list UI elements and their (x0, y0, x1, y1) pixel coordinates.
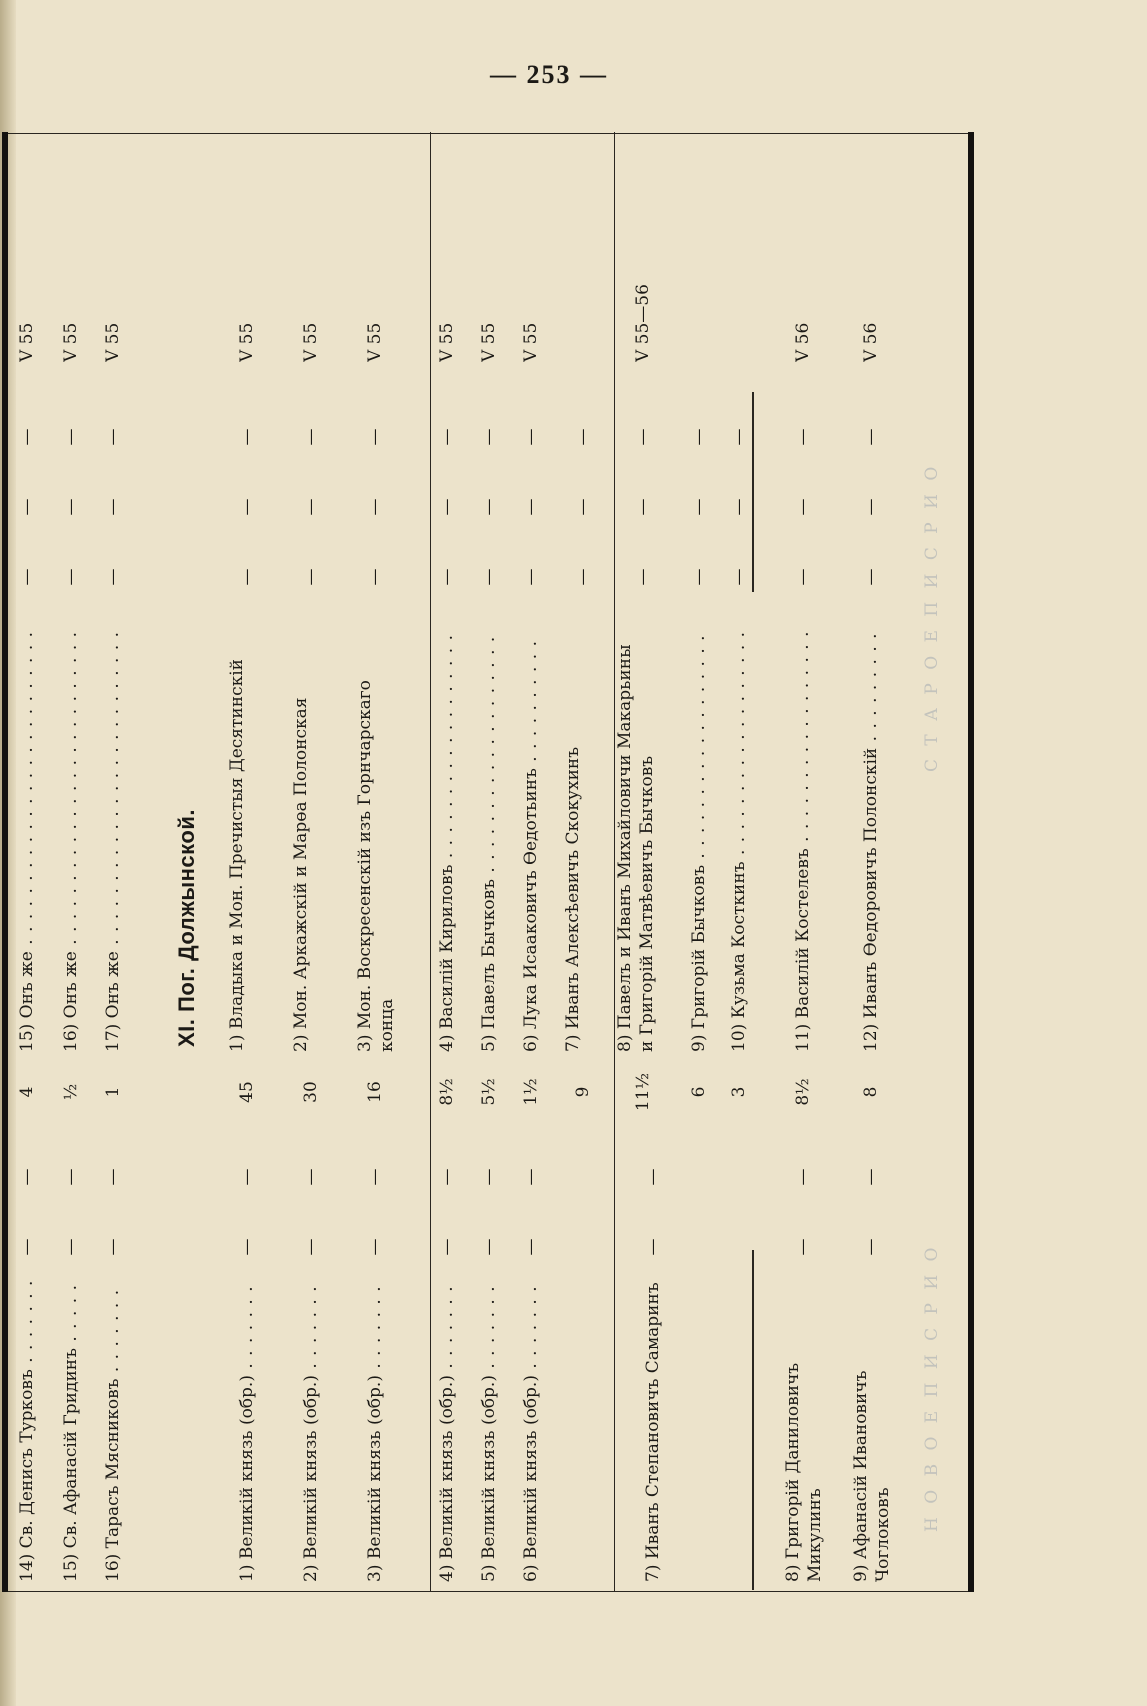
reference: V 56 (793, 322, 813, 362)
left-dash-1: — (301, 1238, 321, 1256)
right-name: 17) Онъ же . . . (102, 632, 124, 1052)
right-dash-3: — (301, 428, 321, 446)
right-dash-1: — (729, 568, 749, 586)
right-dash-3: — (479, 428, 499, 446)
left-name: 5) Великій князь (обр.) . . . (478, 1282, 500, 1582)
right-dash-1: — (573, 568, 593, 586)
right-dash-3: — (573, 428, 593, 446)
left-name: 15) Св. Афанасій Гридинъ . . . (60, 1282, 82, 1582)
reference: V 55 (61, 322, 81, 362)
group-brace-right (562, 392, 754, 592)
right-dash-1: — (301, 568, 321, 586)
left-name: 8) Григорій Даниловичъ Микулинъ (783, 1362, 825, 1582)
right-dash-1: — (365, 568, 385, 586)
rotated-table (2, 132, 982, 1592)
left-name: 6) Великій князь (обр.) . . . (520, 1282, 542, 1582)
reference: V 55 (365, 322, 385, 362)
measure: 8½ (437, 1078, 457, 1106)
right-dash-2: — (365, 498, 385, 516)
right-dash-3: — (861, 428, 881, 446)
right-dash-2: — (573, 498, 593, 516)
right-name: 6) Лука Исааковичъ Өедотьинъ . . . (520, 632, 542, 1052)
left-dash-1: — (61, 1238, 81, 1256)
left-name: 16) Тарасъ Мясниковъ . . . (102, 1282, 124, 1582)
measure: 6 (689, 1086, 709, 1098)
page-number: — 253 — (490, 60, 608, 89)
reference: V 56 (861, 322, 881, 362)
measure: 3 (729, 1086, 749, 1098)
right-name: 15) Онъ же . . . (16, 632, 38, 1052)
table-top-rule (2, 132, 8, 1592)
right-name: 5) Павелъ Бычковъ . . . (478, 632, 500, 1052)
right-dash-2: — (729, 498, 749, 516)
reference: V 55 (437, 322, 457, 362)
measure: 8 (861, 1086, 881, 1098)
reference: V 55 (17, 322, 37, 362)
right-name: 4) Василій Кириловъ . . . (436, 632, 458, 1052)
right-dash-3: — (103, 428, 123, 446)
measure: 1½ (521, 1078, 541, 1106)
left-name: 3) Великій князь (обр.) . . . (364, 1282, 386, 1582)
measure: 9 (573, 1086, 593, 1098)
left-dash-1: — (861, 1238, 881, 1256)
left-dash-2: — (301, 1168, 321, 1186)
left-dash-1: — (237, 1238, 257, 1256)
left-dash-1: — (365, 1238, 385, 1256)
right-dash-2: — (237, 498, 257, 516)
measure: ½ (61, 1083, 81, 1101)
left-name: 7) Иванъ Степановичъ Самаринъ (643, 1282, 663, 1582)
reference: V 55 (103, 322, 123, 362)
measure: 11½ (633, 1072, 653, 1112)
right-name: 3) Мон. Воскресенскій изъ Горнчарскаго конца (355, 680, 397, 1052)
measure: 4 (17, 1086, 37, 1098)
right-dash-1: — (633, 568, 653, 586)
right-dash-1: — (521, 568, 541, 586)
reference: V 55—56 (633, 284, 653, 362)
right-name: 10) Кузьма Косткинъ . . . (728, 632, 750, 1052)
left-dash-1: — (17, 1238, 37, 1256)
left-dash-2: — (521, 1168, 541, 1186)
right-dash-2: — (633, 498, 653, 516)
left-dash-1: — (793, 1238, 813, 1256)
right-dash-3: — (365, 428, 385, 446)
right-name: 11) Василій Костелевъ . . . (792, 632, 814, 1052)
left-dash-2: — (437, 1168, 457, 1186)
measure: 1 (103, 1086, 123, 1098)
right-dash-3: — (521, 428, 541, 446)
right-dash-3: — (729, 428, 749, 446)
right-dash-1: — (103, 568, 123, 586)
left-dash-2: — (61, 1168, 81, 1186)
measure: 30 (301, 1081, 321, 1103)
right-dash-1: — (61, 568, 81, 586)
measure: 45 (237, 1081, 257, 1103)
right-dash-1: — (17, 568, 37, 586)
table-bottom-rule (968, 132, 974, 1592)
left-dash-2: — (103, 1168, 123, 1186)
left-name: 14) Св. Денисъ Турковъ . . . (16, 1282, 38, 1582)
reference: V 55 (479, 322, 499, 362)
right-name: 16) Онъ же . . . (60, 632, 82, 1052)
right-dash-2: — (479, 498, 499, 516)
right-dash-2: — (793, 498, 813, 516)
right-name: 12) Иванъ Өедоровичъ Полонскій . . . (860, 632, 882, 1052)
left-dash-1: — (479, 1238, 499, 1256)
measure: 16 (365, 1081, 385, 1103)
column-rule (8, 133, 968, 134)
left-dash-2: — (479, 1168, 499, 1186)
left-dash-1: — (643, 1238, 663, 1256)
right-name: 2) Мон. Аркажскій и Марөа Полонская (291, 697, 311, 1052)
right-dash-2: — (301, 498, 321, 516)
bleed-through-text: Н О В О Е П И С Р И О (922, 1243, 942, 1532)
right-dash-3: — (633, 428, 653, 446)
left-dash-2: — (365, 1168, 385, 1186)
right-dash-3: — (61, 428, 81, 446)
measure: 5½ (479, 1078, 499, 1106)
right-dash-2: — (521, 498, 541, 516)
left-dash-2: — (861, 1168, 881, 1186)
right-dash-1: — (479, 568, 499, 586)
right-dash-1: — (437, 568, 457, 586)
right-dash-3: — (17, 428, 37, 446)
right-dash-3: — (689, 428, 709, 446)
right-name: 9) Григорій Бычковъ . . . (688, 632, 710, 1052)
left-dash-2: — (643, 1168, 663, 1186)
right-name: 1) Владыка и Мон. Пречистыя Десятинскій (227, 659, 247, 1052)
column-rule (8, 1591, 968, 1592)
right-dash-2: — (17, 498, 37, 516)
reference: V 55 (521, 322, 541, 362)
right-dash-2: — (61, 498, 81, 516)
left-name: 4) Великій князь (обр.) . . . (436, 1282, 458, 1582)
right-name: 8) Павелъ и Иванъ Михайловичи Макарьины и Григорій Матвѣевичъ Бычковъ (615, 644, 657, 1052)
left-name: 9) Афанасій Ивановичъ Чоглоковъ (851, 1370, 893, 1582)
left-dash-2: — (17, 1168, 37, 1186)
right-dash-2: — (689, 498, 709, 516)
reference: V 55 (237, 322, 257, 362)
left-dash-2: — (237, 1168, 257, 1186)
right-dash-2: — (861, 498, 881, 516)
left-dash-1: — (521, 1238, 541, 1256)
right-dash-1: — (861, 568, 881, 586)
left-dash-1: — (103, 1238, 123, 1256)
row-rule (430, 132, 431, 1592)
right-dash-3: — (437, 428, 457, 446)
left-dash-1: — (437, 1238, 457, 1256)
right-name: 7) Иванъ Алексѣевичъ Скокухинъ (563, 746, 583, 1052)
right-dash-1: — (237, 568, 257, 586)
right-dash-2: — (103, 498, 123, 516)
right-dash-2: — (437, 498, 457, 516)
right-dash-3: — (237, 428, 257, 446)
reference: V 55 (301, 322, 321, 362)
left-name: 1) Великій князь (обр.) . . . (236, 1282, 258, 1582)
left-name: 2) Великій князь (обр.) . . . (300, 1282, 322, 1582)
bleed-through-text: С Т А Р О Е П И С Р И О (922, 462, 942, 772)
right-dash-3: — (793, 428, 813, 446)
right-dash-1: — (793, 568, 813, 586)
right-dash-1: — (689, 568, 709, 586)
section-title: XI. Пог. Должынской. (174, 809, 199, 1047)
measure: 8½ (793, 1078, 813, 1106)
left-dash-2: — (793, 1168, 813, 1186)
